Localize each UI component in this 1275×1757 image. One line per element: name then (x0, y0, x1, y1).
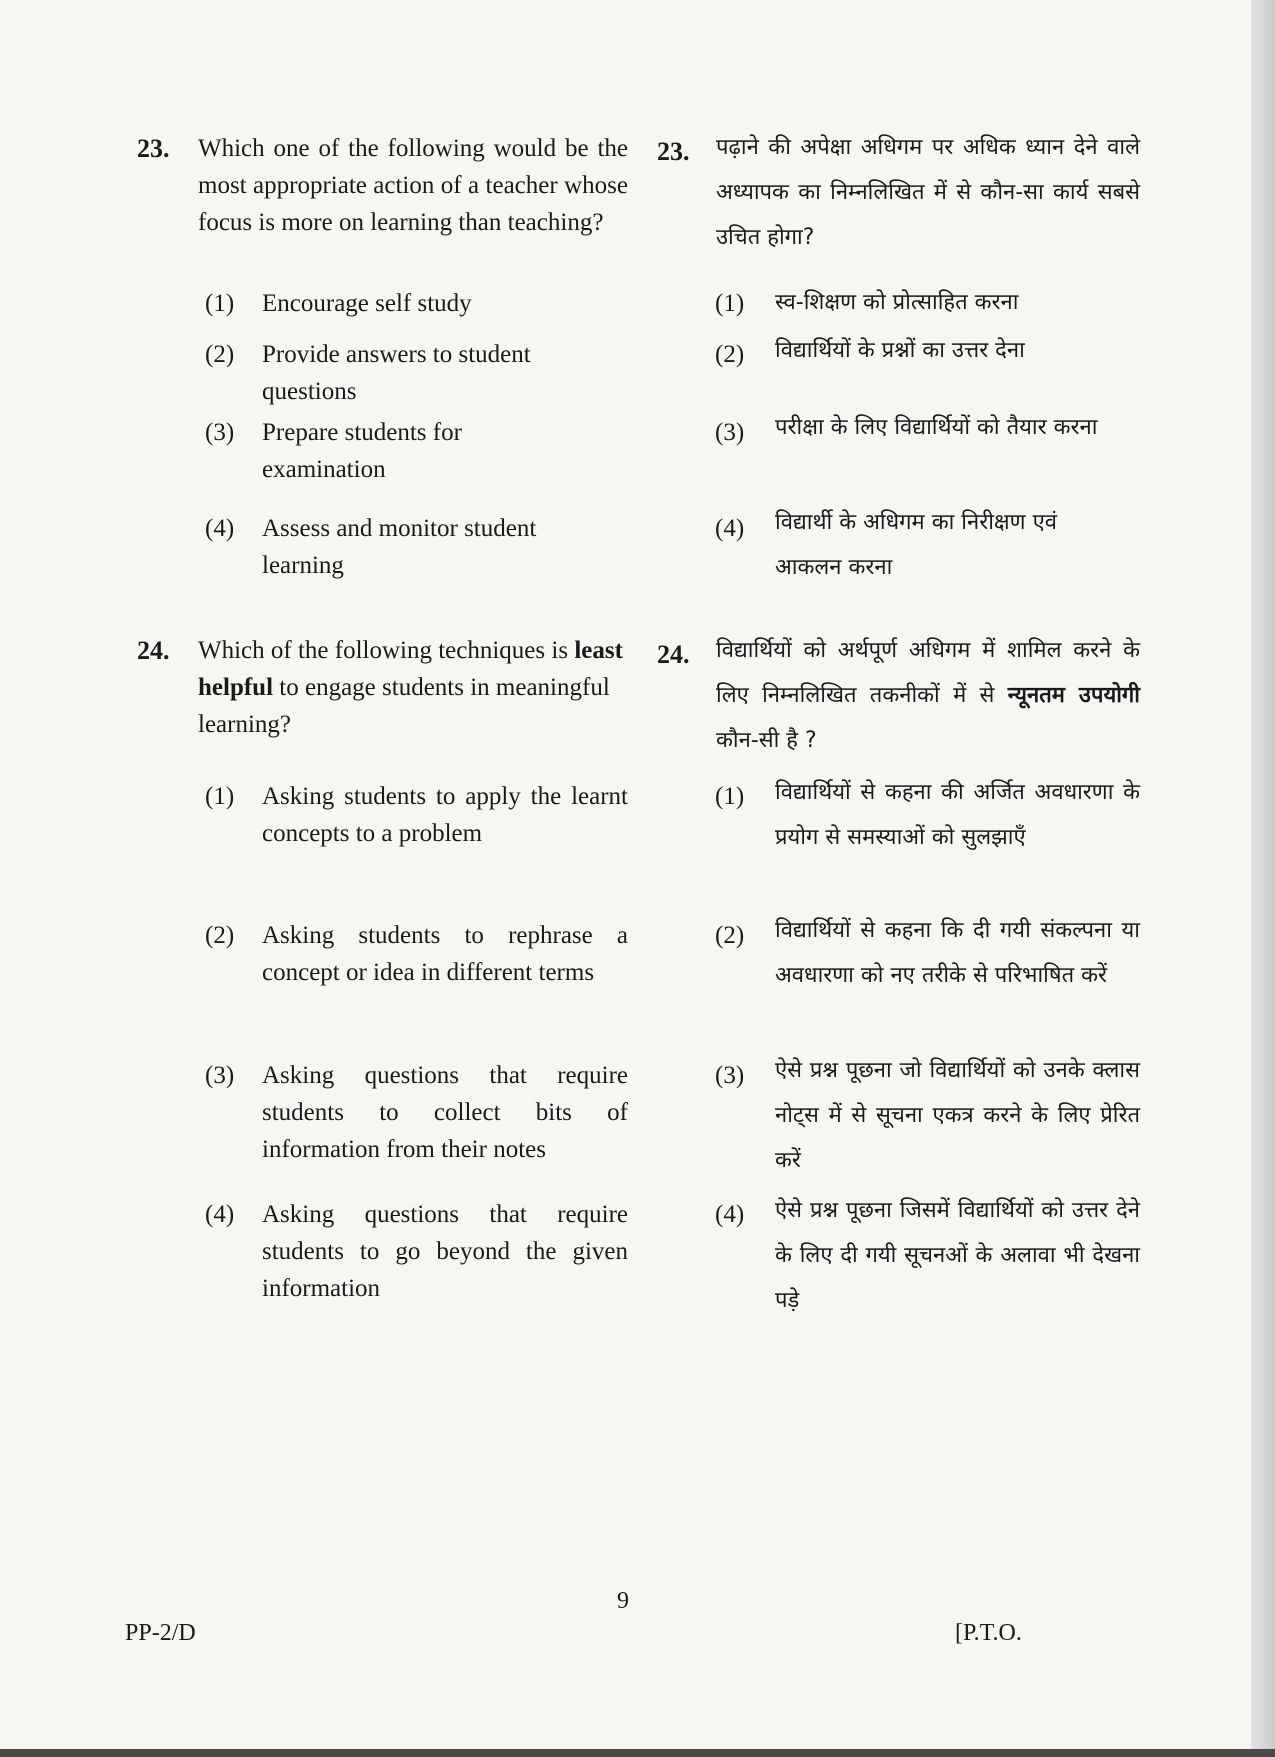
option-number: (1) (205, 290, 235, 317)
option-text: विद्यार्थियों से कहना की अर्जित अवधारणा के प्रयोग से समस्याओं को सुलझाएँ (775, 780, 1140, 850)
option-text: स्व-शिक्षण को प्रोत्साहित करना (775, 290, 1019, 315)
question-number: 23. (657, 137, 690, 166)
question-text: Which one of the following would be the most appropriate action of a teacher whose focus is more on learning than teaching? (198, 135, 628, 236)
option-number: (1) (715, 290, 745, 317)
option-text: विद्यार्थी के अधिगम का निरीक्षण एवं आकलन करना (775, 510, 1057, 580)
question-text: पढ़ाने की अपेक्षा अधिगम पर अधिक ध्यान देने वाले अध्यापक का निम्नलिखित में से कौन-सा कार्य सबसे उचित होगा? (716, 135, 1140, 250)
option-text: ऐसे प्रश्न पूछना जिसमें विद्यार्थियों को उत्तर देने के लिए दी गयी सूचनओं के अलावा भी देखना पड़े (775, 1198, 1140, 1313)
page-number: 9 (617, 1588, 629, 1614)
question-text-part: कौन-सी है ? (716, 728, 817, 753)
emphasis-text: न्यूनतम उपयोगी (1007, 683, 1140, 708)
question-number: 24. (137, 636, 170, 665)
question-text-part: to engage students in meaningful learning? (198, 674, 610, 738)
option-text: Provide answers to student questions (262, 341, 531, 405)
question-number: 24. (657, 640, 690, 669)
option-number: (2) (205, 922, 235, 949)
option-number: (2) (715, 922, 745, 949)
option-number: (3) (715, 419, 745, 446)
option-number: (1) (715, 783, 745, 810)
option-number: (4) (715, 515, 745, 542)
option-text: विद्यार्थियों के प्रश्नों का उत्तर देना (775, 338, 1025, 363)
option-text: Prepare students for examination (262, 419, 462, 483)
question-text (716, 628, 1140, 763)
option-number: (4) (205, 515, 235, 542)
option-text: Asking students to apply the learnt concepts to a problem (262, 783, 628, 847)
scan-bottom-edge (0, 1749, 1275, 1757)
question-text-part: विद्यार्थियों को अर्थपूर्ण अधिगम में शामिल करने के लिए निम्नलिखित तकनीकों में से (716, 638, 1140, 708)
option-number: (4) (715, 1201, 745, 1228)
question-text-part: Which of the following techniques is (198, 637, 575, 664)
option-number: (4) (205, 1201, 235, 1228)
option-number: (3) (715, 1062, 745, 1089)
option-number: (2) (205, 341, 235, 368)
option-text: Asking questions that require students to collect bits of information from their notes (262, 1062, 628, 1163)
option-text: Asking students to rephrase a concept or idea in different terms (262, 922, 628, 986)
option-text: विद्यार्थियों से कहना कि दी गयी संकल्पना या अवधारणा को नए तरीके से परिभाषित करें (775, 918, 1140, 988)
paper-code: PP-2/D (125, 1620, 196, 1646)
option-number: (1) (205, 783, 235, 810)
question-number: 23. (137, 134, 170, 163)
please-turn-over: [P.T.O. (955, 1620, 1022, 1646)
question-text (198, 632, 628, 743)
option-text: Asking questions that require students to go beyond the given information (262, 1201, 628, 1302)
option-number: (2) (715, 341, 745, 368)
emphasis-text: least helpful (198, 637, 623, 701)
page-edge-shadow (1251, 0, 1275, 1757)
option-text: परीक्षा के लिए विद्यार्थियों को तैयार करना (775, 415, 1098, 440)
option-text: Assess and monitor student learning (262, 515, 537, 579)
option-number: (3) (205, 1062, 235, 1089)
option-text: ऐसे प्रश्न पूछना जो विद्यार्थियों को उनके क्लास नोट्स में से सूचना एकत्र करने के लिए प्रेरित करें (775, 1058, 1140, 1173)
option-text: Encourage self study (262, 290, 472, 317)
option-number: (3) (205, 419, 235, 446)
